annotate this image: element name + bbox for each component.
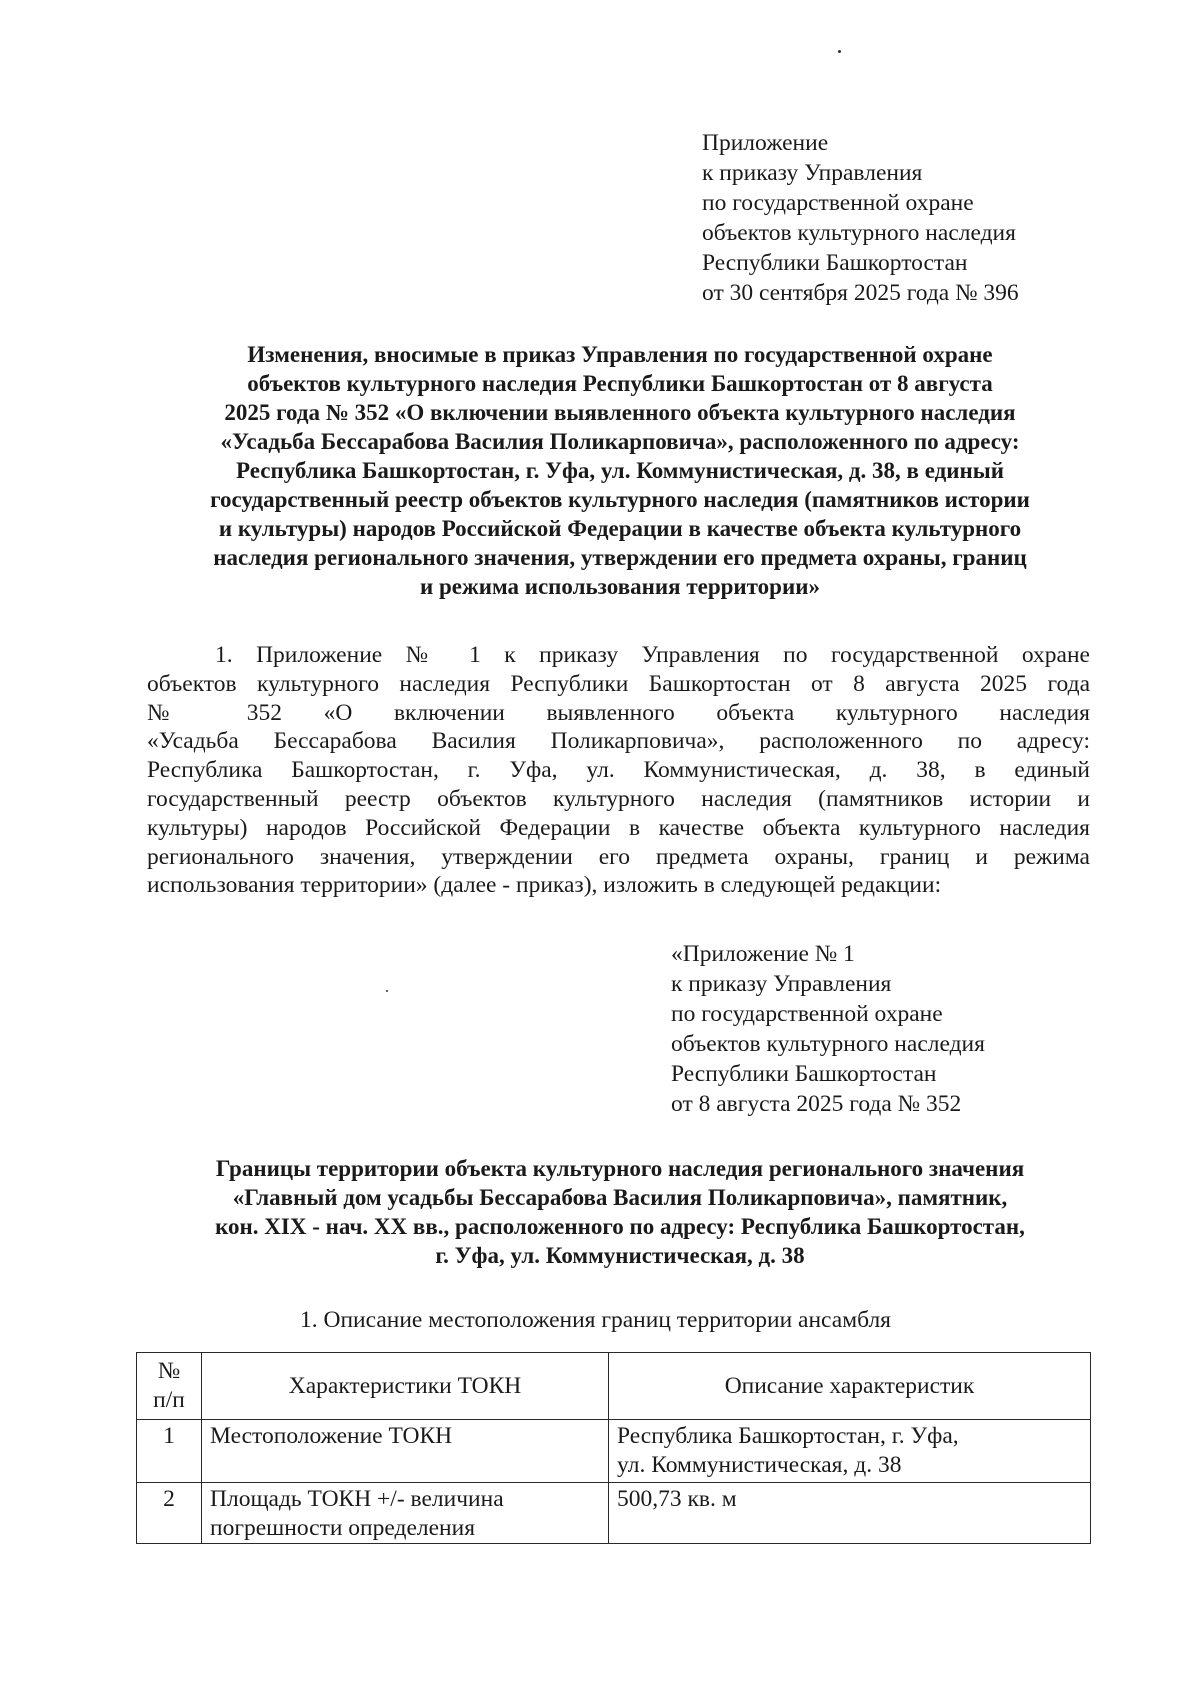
appendix-1-header-line: к приказу Управления [671,971,892,997]
main-title-line: наследия регионального значения, утверждении его предмета охраны, границ [213,545,1027,570]
paragraph-line: объектов культурного наследия Республики Башкортостан от 8 августа 2025 года [147,670,1090,697]
paragraph-line: государственный реестр объектов культурного наследия (памятников истории и [147,785,1090,812]
main-title-line: и режима использования территории» [420,574,820,599]
row-description-cell [609,1483,1091,1544]
paragraph-line: № 352 «О включении выявленного объекта культурного наследия [147,699,1090,726]
main-title [150,340,1090,601]
appendix-header [702,128,1019,308]
main-title-line: 2025 года № 352 «О включении выявленного объекта культурного наследия [224,400,1016,425]
header-num-line: п/п [153,1387,185,1413]
appendix-header-line: к приказу Управления [702,160,923,186]
appendix-header-line: объектов культурного наследия [702,220,1016,246]
paragraph-line: «Усадьба Бессарабова Василия Поликарповича», расположенного по адресу: [147,728,1090,755]
cell-line: ул. Коммунистическая, д. 38 [617,1452,902,1478]
row-characteristic-cell [202,1420,609,1483]
cell-line: 500,73 кв. м [617,1486,737,1512]
appendix-1-header-line: «Приложение № 1 [671,941,855,967]
appendix-1-header-line: Республики Башкортостан [671,1061,937,1087]
appendix-1-header-line: объектов культурного наследия [671,1031,985,1057]
appendix-1-header-line: по государственной охране [671,1001,943,1027]
paragraph-1 [147,641,1090,900]
table-header-row [137,1353,1091,1420]
row-characteristic-cell [202,1483,609,1544]
scan-speck [386,990,388,992]
table-row [137,1483,1091,1544]
boundaries-title [150,1154,1090,1270]
boundaries-title-line: г. Уфа, ул. Коммунистическая, д. 38 [435,1243,805,1268]
boundaries-title-line: «Главный дом усадьбы Бессарабова Василия Поликарповича», памятник, [232,1185,1008,1210]
section-1-title: 1. Описание местоположения границ территории ансамбля [300,1307,891,1333]
appendix-header-line: Приложение [702,130,829,156]
scan-speck [838,50,841,53]
paragraph-line: регионального значения, утверждении его предмета охраны, границ и режима [147,843,1090,870]
paragraph-line: 1. Приложение № 1 к приказу Управления по государственной охране [215,642,1090,668]
main-title-line: Изменения, вносимые в приказ Управления по государственной охране [247,342,993,367]
row-num-cell: 2 [137,1483,202,1544]
main-title-line: государственный реестр объектов культурного наследия (памятников истории [210,487,1030,512]
boundaries-title-line: Границы территории объекта культурного наследия регионального значения [215,1156,1025,1181]
paragraph-line: Республика Башкортостан, г. Уфа, ул. Коммунистическая, д. 38, в единый [147,757,1090,784]
header-num-line: № [157,1358,181,1384]
main-title-line: Республика Башкортостан, г. Уфа, ул. Коммунистическая, д. 38, в единый [236,458,1004,483]
row-num-cell: 1 [137,1420,202,1483]
boundaries-title-line: кон. XIX - нач. XX вв., расположенного по адресу: Республика Башкортостан, [215,1214,1025,1239]
appendix-1-header [671,939,985,1119]
table-row [137,1420,1091,1483]
paragraph-line: культуры) народов Российской Федерации в качестве объекта культурного наследия [147,814,1090,841]
appendix-header-line: Республики Башкортостан [702,250,968,276]
main-title-line: «Усадьба Бессарабова Василия Поликарповича», расположенного по адресу: [220,429,1020,454]
cell-line: Площадь ТОКН +/- величина [210,1486,504,1512]
cell-line: погрешности определения [210,1515,476,1541]
appendix-1-header-line: от 8 августа 2025 года № 352 [671,1091,962,1117]
main-title-line: объектов культурного наследия Республики Башкортостан от 8 августа [247,371,993,396]
appendix-header-line: от 30 сентября 2025 года № 396 [702,280,1019,306]
main-title-line: и культуры) народов Российской Федерации в качестве объекта культурного [218,516,1022,541]
row-description-cell [609,1420,1091,1483]
paragraph-line: использования территории» (далее - приказ), изложить в следующей редакции: [147,872,942,899]
header-num-cell [137,1353,202,1420]
header-description-cell: Описание характеристик [609,1353,1091,1420]
tokn-table [136,1352,1091,1544]
header-characteristic-cell: Характеристики ТОКН [202,1353,609,1420]
appendix-header-line: по государственной охране [702,190,974,216]
cell-line: Республика Башкортостан, г. Уфа, [617,1423,959,1449]
cell-line: Местоположение ТОКН [210,1423,453,1449]
